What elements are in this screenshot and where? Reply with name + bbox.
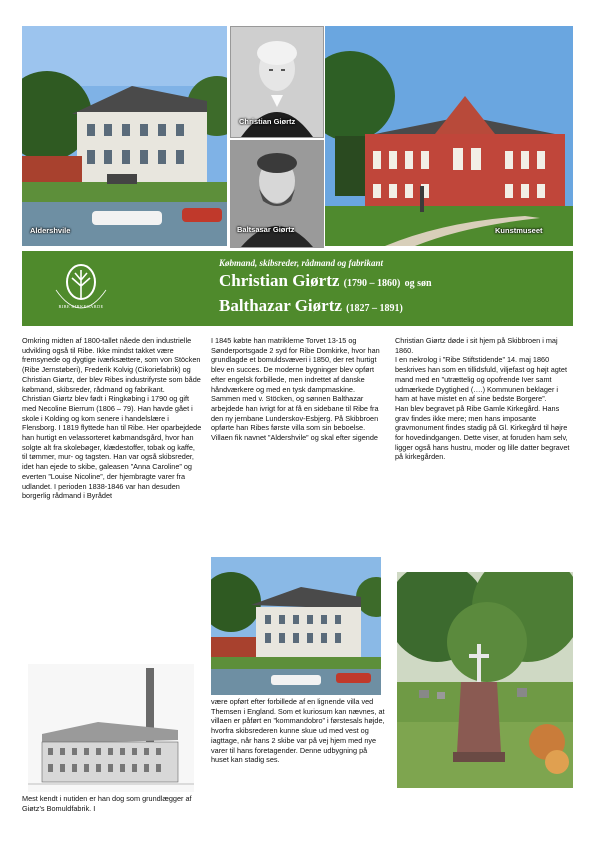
graveyard-scene	[397, 572, 573, 788]
photo-caption: Kunstmuseet	[495, 226, 543, 235]
years-christian: (1790 – 1860)	[343, 278, 401, 289]
article-column-2	[211, 336, 385, 443]
title-suffix: og søn	[404, 278, 432, 289]
villa-scene	[22, 26, 227, 246]
name-balthazar: Balthazar Giørtz	[219, 296, 342, 315]
paragraph: være opført efter forbillede af en lignende villa ved Themsen i England. Som et kuriosum kan nævnes, at villaen er påført en ”kommandobro” i førstesals højde, hvorfra skibsrederen kunne skue ud med vest og iagttage, når hans 2 skibe var på vej hjem med nye varer til hans foretagender. Denne udbygning på huset kan stadig ses.	[211, 697, 385, 765]
photo-caption: Christian Giørtz	[239, 117, 296, 126]
factory-image	[28, 664, 194, 792]
title-line-2	[219, 296, 403, 316]
paragraph: Christian Giørtz blev født i Ringkøbing i 1790 og gift med Necoline Bierrum (1806 – 79). Han havde gået i skole i Kolding og kom senere i handelslære i Flensborg. I 1819 flyttede han til Ribe. Her oparbejdede han hurtigt en velassorteret købmandsgård, hvor han solgte alt fra skolebøger, klædestoffer, tobak og kaffe, til tømmer, mur- og tagsten. Han var også skibsreder, idet han ejede to skibe, galeasen ”Anna Caroline” og everten ”Louise Nicoline”, der hjembragte varer fra udlandet. I perioden 1838-1846 var han desuden borgerlig rådmand i Byrådet	[22, 394, 202, 501]
photo-villa-middle	[211, 557, 381, 695]
photo-caption: Baltsasar Giørtz	[237, 225, 295, 234]
article-column-1	[22, 336, 202, 501]
photo-kunstmuseet	[325, 26, 573, 246]
paragraph: Han blev begravet på Ribe Gamle Kirkegård. Hans grav findes ikke mere; men hans imposante gravmonument findes stadig på Gl. Kirkegård til højre for hovedindgangen. Dette viser, at foruden ham selv, ligger også hans hustru, moder og lille datter begravet på kirkegården.	[395, 403, 570, 462]
paragraph: Omkring midten af 1800-tallet nåede den industrielle udvikling også til Ribe. Ikke mindst takket være fremsynede og dygtige iværksættere, som von Stöcken (Ribe Jernstøberi), Frederik Kolvig (Cikoriefabrik) og Christian Giørtz, der blev Ribes industrifyrste som både købmand, skibsreder, rådmand og fabrikant.	[22, 336, 201, 394]
photo-caption: Aldershvile	[30, 226, 71, 235]
photo-grave-monument	[397, 572, 573, 788]
years-balthazar: (1827 – 1891)	[346, 303, 403, 314]
paragraph: Sammen med v. Stöcken, og sønnen Balthazar arbejdede han ivrigt for at få en sidebane til Ribe fra den ny jernbane Lunderskov-Esbjerg. På Skibbroen opførte han Ribes første villa som sin beboelse. Villaen fik navnet ”Aldershvile” og skal efter sigende	[211, 394, 379, 443]
title-line-1	[219, 271, 432, 291]
portrait-christian	[230, 26, 324, 138]
name-christian: Christian Giørtz	[219, 271, 340, 290]
tree-emblem-icon	[48, 256, 114, 322]
museum-scene	[325, 26, 573, 246]
ribe-kirkegaarde-logo	[48, 256, 114, 322]
article-column-2-continued	[211, 697, 385, 765]
banner-subtitle: Købmand, skibsreder, rådmand og fabrikant	[219, 258, 384, 268]
logo-text: RIBE KIRKEGÅRDE	[58, 304, 104, 309]
paragraph: I en nekrolog i ”Ribe Stiftstidende” 14. maj 1860 beskrives han som en tillidsfuld, viljefast og højt agtet mand med en ”utrættelig og opofrende Iver samt udmærkede Dygtighed (….) Kommunen beklager i ham at have mistet en af sine bedste Borgere”.	[395, 355, 567, 404]
paragraph: Mest kendt i nutiden er han dog som grundlægger af Giøtz’s Bomuldfabrik. I	[22, 794, 192, 813]
factory-engraving	[28, 664, 194, 792]
article-column-3	[395, 336, 573, 462]
portrait-balthasar	[230, 140, 324, 248]
paragraph: I 1845 købte han matriklerne Torvet 13-15 og Sønderportsgade 2 syd for Ribe Domkirke, hvor han grundlagde et bomuldsvæveri i 1850, der ret hurtigt blev en succes. De moderne bygninger blev opført efter engelsk forbillede, men indrettet af danske håndværkere og med en tysk dampmaskine.	[211, 336, 380, 394]
paragraph: Christian Giørtz døde i sit hjem på Skibbroen i maj 1860.	[395, 336, 558, 355]
villa-scene	[211, 557, 381, 695]
photo-aldershvile	[22, 26, 227, 246]
article-column-1-continued	[22, 794, 200, 813]
